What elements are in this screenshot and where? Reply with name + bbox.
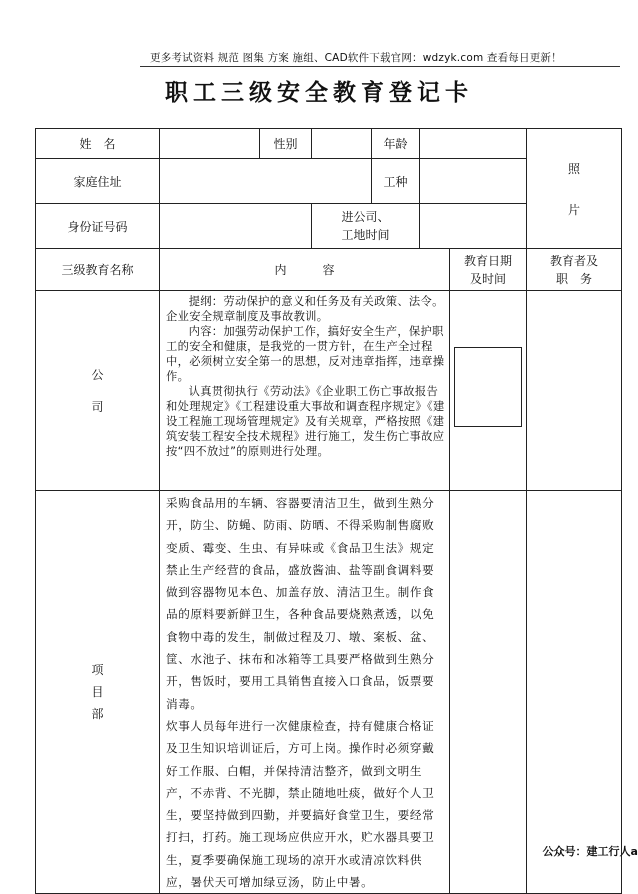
section-company-char-1: 公	[91, 367, 104, 382]
col-date	[450, 249, 527, 291]
section-project-paragraph: 炊事人员每年进行一次健康检查，持有健康合格证及卫生知识培训证后，方可上岗。操作时必须穿戴好工作服、白帽，并保持清洁整齐，做到文明生产，不赤背、不光脚，禁止随地吐痰，做好个人卫生，要坚持做到四勤，并要搞好食堂卫生，要经常打扫，打药。施工现场应供应开水，贮水器具要卫生，夏季要确保施工现场的凉开水或清凉饮料供应，暑伏天可增加绿豆汤，防止中暑。	[166, 718, 435, 890]
header-divider	[140, 66, 620, 67]
col-educator-1: 教育者及	[549, 253, 598, 268]
address-value[interactable]	[160, 159, 372, 204]
header-note: 更多考试资料 规范 图集 方案 施组、CAD软件下载官网：wdzyk.com 查看每日更新！	[150, 52, 562, 64]
footer-watermark: 公众号：建工行人a	[542, 845, 638, 858]
job-label: 工种	[372, 159, 420, 204]
entry-time-label	[312, 204, 420, 249]
section-project-char-2: 目	[91, 685, 104, 700]
col-level-name: 三级教育名称	[36, 249, 160, 291]
name-label: 姓 名	[36, 129, 160, 159]
col-content: 内 容	[160, 249, 450, 291]
section-project-paragraph: 采购食品用的车辆、容器要清洁卫生，做到生熟分开，防尘、防蝇、防雨、防晒、不得采购制售腐败变质、霉变、生虫、有异味或《食品卫生法》规定禁止生产经营的食品，盛放酱油、盐等副食调料要做到容器物见本色、加盖存放、清洁卫生。制作食品的原料要新鲜卫生，各种食品要烧熟煮透，以免食物中毒的发生，制做过程及刀、墩、案板、盆、筐、水池子、抹布和冰箱等工具要严格做到生熟分开，售饭时，要用工具销售直接入口食品，饭票要消毒。	[166, 496, 435, 711]
gender-value[interactable]	[312, 129, 372, 159]
section-project-content	[160, 491, 450, 894]
entry-time-label-1: 进公司、	[341, 210, 390, 224]
section-company-paragraph: 提纲：劳动保护的意义和任务及有关政策、法令。企业安全规章制度及事故教训。	[166, 295, 444, 323]
section-company-name	[36, 291, 160, 491]
col-educator-2: 职 务	[555, 271, 592, 286]
age-value[interactable]	[420, 129, 527, 159]
photo-label-2: 片	[567, 202, 580, 217]
section-company-date[interactable]	[450, 291, 527, 491]
section-project-char-3: 部	[91, 707, 104, 722]
section-project-educator[interactable]	[527, 491, 622, 894]
section-project-char-1: 项	[91, 663, 104, 678]
section-company-paragraph: 内容：加强劳动保护工作，搞好安全生产，保护职工的安全和健康，是我党的一贯方针，在生产全过程中，必须树立安全第一的思想，反对违章指挥，违章操作。	[166, 325, 445, 383]
job-value[interactable]	[420, 159, 527, 204]
col-date-2: 及时间	[469, 271, 506, 286]
photo-cell	[527, 129, 622, 249]
entry-time-value[interactable]	[420, 204, 527, 249]
col-educator	[527, 249, 622, 291]
page-title: 职工三级安全教育登记卡	[165, 79, 473, 106]
section-company-content	[160, 291, 450, 491]
date-input-box[interactable]	[454, 347, 522, 427]
id-value[interactable]	[160, 204, 312, 249]
age-label: 年龄	[372, 129, 420, 159]
entry-time-label-2: 工地时间	[341, 228, 390, 242]
address-label: 家庭住址	[36, 159, 160, 204]
section-company-educator[interactable]	[527, 291, 622, 491]
name-value[interactable]	[160, 129, 260, 159]
section-project-date[interactable]	[450, 491, 527, 894]
section-company-paragraph: 认真贯彻执行《劳动法》《企业职工伤亡事故报告和处理规定》《工程建设重大事故和调查程序规定》《建设工程施工现场管理规定》及有关规章，严格按照《建筑安装工程安全技术规程》进行施工，发生伤亡事故应按“四不放过”的原则进行处理。	[166, 385, 445, 458]
section-project-name	[36, 491, 160, 894]
id-label: 身份证号码	[36, 204, 160, 249]
registration-card-table	[35, 128, 622, 894]
photo-label-1: 照	[567, 161, 580, 176]
section-company-char-2: 司	[91, 399, 104, 414]
col-date-1: 教育日期	[463, 253, 512, 268]
gender-label: 性别	[260, 129, 312, 159]
